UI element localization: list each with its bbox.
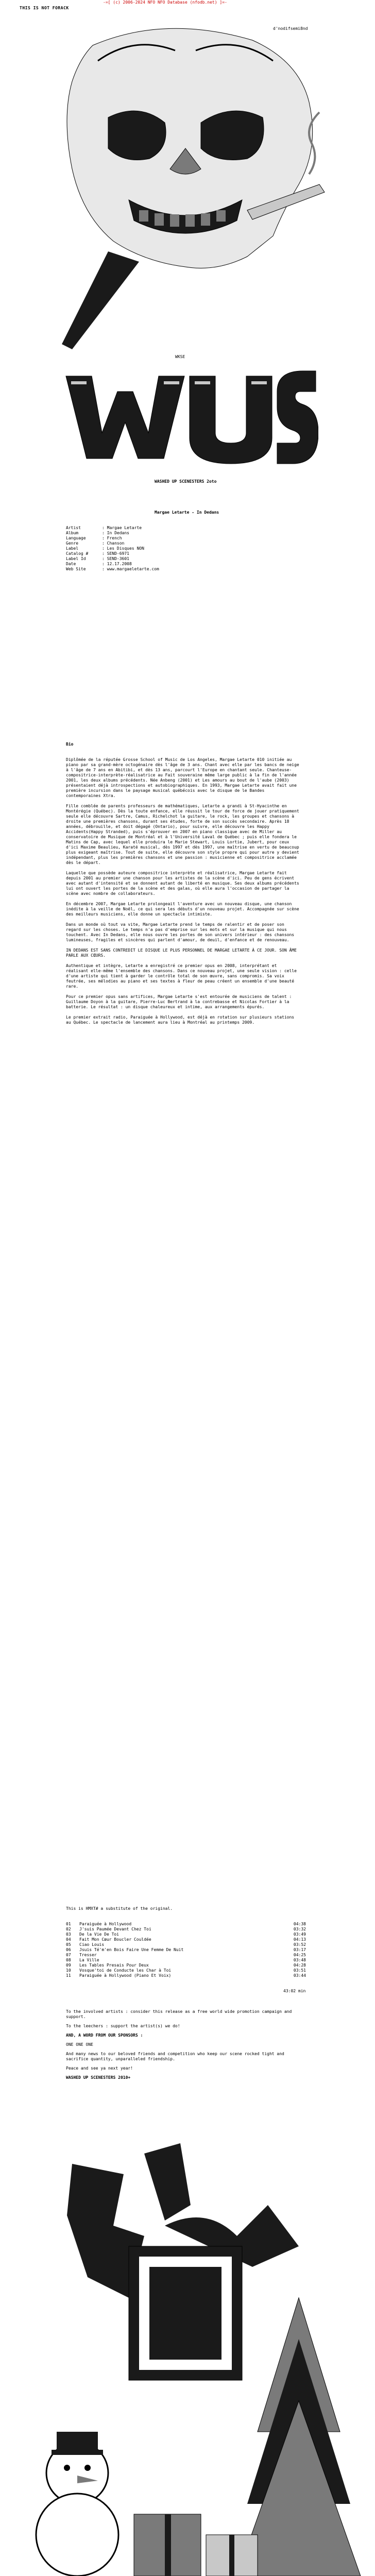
nfo-paragraph: Le premier extrait radio, Paraiguée à Hollywood, est déjà en rotation sur plusieurs stations au Québec. Le spectacle de lancement aura lieu à Montréal au printemps 2009. (66, 1015, 297, 1025)
release-field-row (66, 526, 159, 531)
nfo-paragraph: En décembre 2007, Margae Letarte prolongeait l'aventure avec un nouveau disque, une chanson inédite à la veille de Noël, ce qui sera les débuts d'un nouveau projet. Accompagnée sur scène des meilleurs musiciens, elle donne un spectacle intimiste. (66, 902, 302, 917)
nfo-paragraph: IN DEDANS EST SANS CONTREDIT LE DISQUE LE PLUS PERSONNEL DE MARGAE LETARTE À CE JOUR. SON ÂME PARLE AUX CŒURS. (66, 948, 299, 958)
release-field-value: Les Disques NON (107, 546, 144, 551)
track-number: 09 (66, 1963, 71, 1968)
sponsor-line: And many news to our beloved friends and competition who keep our scene rocked tight and sacrifice quantity, unparalleled friendship. (66, 2052, 287, 2061)
track-duration: 04:28 (293, 1963, 306, 1968)
closing-line: To the leechers : support the artist(s) we do! (66, 2024, 180, 2028)
track-row (66, 1922, 306, 1927)
track-row (66, 1942, 306, 1947)
nfo-paragraph: Fille comblée de parents professeurs de mathématiques, Letarte a grandi à St-Hyacinthe en Montérégie (Québec). Dès la toute enfance, elle réussit le tour de force de jouer pratiquement seule elle découvre Sartre, Camus, Richelchot la guitare, le rock, les groupes et chansons à droite une premières chansons, durant ses études, forte de son succès secondaire. Après 18 années, débrouille, et doit dégagé (Ontario), pour suivre, elle découvre les Happy Accidents(Happy Stranded), puis s'éprouver en 2007 en piano classique avec de Miller au conservatoire de Musique de Montréal et à l'Université Laval de Québec ; puis elle fondera le Matins de Cap, avec lequel elle produira le Marie Stewart, Louis Lortie, Jubert, pour ceux d'ici Maxime Beaulieu, Karaté musical, dès 1997 et dès 1997, une maîtrise en vertu de beaucoup plus exigeant maîtrise. Tout de suite, elle découvre son style propre qui pour autre y devient indépendant, plus les premières chansons et une passion : musicienne et compositrice acclamée dès le départ. (66, 804, 302, 865)
release-field-value: Chanson (107, 541, 125, 546)
release-field-label: Date (66, 562, 76, 566)
track-duration: 03:32 (293, 1927, 306, 1931)
release-field-value: www.margaeletarte.com (107, 567, 159, 571)
track-duration: 04:13 (293, 1937, 306, 1942)
skull-ascii-art (31, 14, 340, 354)
nfo-paragraph: Pour ce premier opus sans artifices, Margae Letarte s'est entourée de musiciens de talent : Guillaume Doyon à la guitare, Pierre-Luc Bertrand à la contrebasse et Nicolas Fortier à la batterie. Le résultat : un disque chaleureux et intime, aux arrangements épurés. (66, 994, 295, 1009)
track-number: 08 (66, 1958, 71, 1962)
release-field-separator: : (102, 541, 107, 546)
track-title: Tresser (79, 1953, 97, 1957)
christmas-scene-art (10, 2143, 366, 2576)
nfo-paragraph: Dans un monde où tout va vite, Margae Letarte prend le temps de ralentir et de poser son regard sur les choses. Le temps n'a pas d'emprise sur les mots et sur la musique qui nous touchent. Avec In Dedans, elle nous ouvre les portes de son univers intérieur : des chansons lumineuses, fragiles et sincères qui parlent d'amour, de deuil, d'enfance et de renouveau. (66, 922, 297, 942)
track-number: 01 (66, 1922, 71, 1926)
track-title: J'suis Paumée Devant Chez Toi (79, 1927, 151, 1931)
track-list (66, 1922, 306, 1978)
track-duration: 03:51 (293, 1968, 306, 1973)
track-row (66, 1973, 306, 1978)
track-title: Jsuis Té'm'en Bois Faire Une Femme De Nuit (79, 1947, 184, 1952)
top-bar (0, 0, 375, 11)
closing-notes (66, 2009, 308, 2084)
release-field-row (66, 562, 159, 567)
art-tag: WKSE (175, 354, 185, 359)
track-number: 06 (66, 1947, 71, 1952)
track-row (66, 1937, 306, 1942)
track-title: De la Vie De Toi (79, 1932, 120, 1937)
nfo-database-banner[interactable]: -=[ (c) 2006-2024 NFO NFO Database (nfodb.net) ]=- (103, 0, 227, 5)
closing-line: To the involved artists : consider this release as a free world wide promotion campaign and support. (66, 2009, 295, 2019)
track-duration: 03:52 (293, 1942, 306, 1947)
nfo-paragraph: Laquelle que possède auteure compositrice interprète et réalisatrice, Margae Letarte fait depuis 2001 au premier une chanson pour les artistes de la scène d'ici. Peu de gens écrivent avec autant d'intensité et se donnent autant de liberté en musique. Ses deux albums précédents lui ont ouvert les portes de la scène et des galas, où elle aura l'occasion de partager la scène avec nombre de collaborateurs. (66, 871, 302, 896)
release-field-value: SEND-6971 (107, 551, 129, 556)
release-field-row (66, 551, 159, 556)
track-row (66, 1927, 306, 1932)
group-tagline: WASHED UP SCENESTERS 2oto (155, 479, 217, 484)
release-field-label: Artist (66, 526, 81, 530)
total-time: 43:02 min (283, 1989, 306, 1993)
release-field-row (66, 531, 159, 536)
release-field-label: Genre (66, 541, 79, 546)
release-field-label: Album (66, 531, 79, 535)
track-number: 03 (66, 1932, 71, 1937)
track-title: Ciao Louis (79, 1942, 105, 1947)
release-field-separator: : (102, 531, 107, 535)
release-field-separator: : (102, 546, 107, 551)
release-field-row (66, 567, 159, 572)
release-field-row (66, 536, 159, 541)
substitute-notice: This is HMXT# a substitute of the original. (66, 1906, 173, 1911)
release-field-label: Web Site (66, 567, 86, 571)
release-field-label: Language (66, 536, 86, 540)
track-number: 11 (66, 1973, 71, 1978)
release-info-block (66, 526, 159, 572)
release-field-label: Label Id (66, 556, 86, 561)
track-duration: 03:17 (293, 1947, 306, 1952)
release-field-value: In Dedans (107, 531, 129, 535)
track-duration: 03:48 (293, 1958, 306, 1962)
release-field-label: Catalog # (66, 551, 89, 556)
release-field-separator: : (102, 556, 107, 561)
release-field-value: 12.17.2008 (107, 562, 132, 566)
release-field-row (66, 541, 159, 546)
nfo-paragraph: Diplômée de la réputée Grosse School of Music de Los Angeles, Margae Letarte 010 initiée au piano par sa grand-mère octogénaire dès l'âge de 3 ans. Chant avec elle par les bancs de neige à l'âge de 7 ans en Abitibi, et dès 13 ans, parcourt l'Europe en chantant seule. Chanteuse-compositrice-interprète-réalisatrice au Fait souveraine même large public à la fin de l'année 2001, les deux albums précédents. Née Anbeng (2001) et Les amours au bout de l'aube (2003) présentaient déjà introspections et autobiographiques. En 1993, Margae Letarte avait fait une première incursion dans le paysage musical québécois avec le disque de le Bandes contemporaines Xtra. (66, 757, 302, 798)
track-row (66, 1953, 306, 1958)
track-duration: 04:38 (293, 1922, 306, 1926)
release-field-separator: : (102, 526, 107, 530)
art-signature: d'nodifsemi8nd (273, 26, 308, 31)
track-row (66, 1932, 306, 1937)
track-title: Vosque'toi de Conducte les Char à Toi (79, 1968, 172, 1973)
track-row (66, 1958, 306, 1963)
sponsor-line: ONE ONE ONE (66, 2042, 93, 2047)
track-row (66, 1968, 306, 1973)
nfo-paragraph: Authentique et intègre, Letarte a enregistré ce premier opus en 2008, interprétant et réalisant elle-même l'ensemble des chansons. Dans ce nouveau projet, une seule vision : celle d'une artiste qui tient à garder le contrôle total de son œuvre, sans compromis. Sa voix feutrée, ses mélodies au piano et ses textes à fleur de peau créent un ensemble d'une beauté rare. (66, 963, 299, 989)
release-field-value: SEND-3601 (107, 556, 129, 561)
release-title: Margae Letarte - In Dedans (155, 510, 219, 515)
track-row (66, 1963, 306, 1968)
release-field-separator: : (102, 567, 107, 571)
release-field-separator: : (102, 562, 107, 566)
track-number: 02 (66, 1927, 71, 1931)
track-duration: 03:49 (293, 1932, 306, 1937)
track-title: Les Tables Presais Pour Deux (79, 1963, 149, 1968)
track-title: Paraiguée à Hollywood (79, 1922, 132, 1926)
release-field-row (66, 546, 159, 551)
track-title: La Ville (79, 1958, 99, 1962)
release-field-value: Margae Letarte (107, 526, 142, 530)
track-row (66, 1947, 306, 1953)
track-number: 05 (66, 1942, 71, 1947)
track-number: 10 (66, 1968, 71, 1973)
bio-heading: Bio (66, 742, 74, 747)
track-duration: 04:25 (293, 1953, 306, 1957)
wus-group-logo (61, 361, 318, 474)
sponsors-heading: AND, A WORD FROM OUR SPONSORS : (66, 2033, 143, 2038)
release-field-separator: : (102, 551, 107, 556)
track-number: 04 (66, 1937, 71, 1942)
release-field-row (66, 556, 159, 562)
track-title: Fait Mon Cœur Boucler Couldée (79, 1937, 151, 1942)
track-number: 07 (66, 1953, 71, 1957)
track-title: Paraiguée à Hollywood (Piano Et Voix) (79, 1973, 172, 1978)
page-label: THIS IS NOT FORACK (20, 6, 69, 10)
release-field-separator: : (102, 536, 107, 540)
group-signature: WASHED UP SCENESTERS 2010+ (66, 2075, 131, 2080)
release-field-label: Label (66, 546, 79, 551)
nfo-body-text (66, 757, 301, 1030)
release-field-value: French (107, 536, 122, 540)
track-duration: 03:44 (293, 1973, 306, 1978)
signoff-line: Peace and see ya next year! (66, 2066, 133, 2071)
